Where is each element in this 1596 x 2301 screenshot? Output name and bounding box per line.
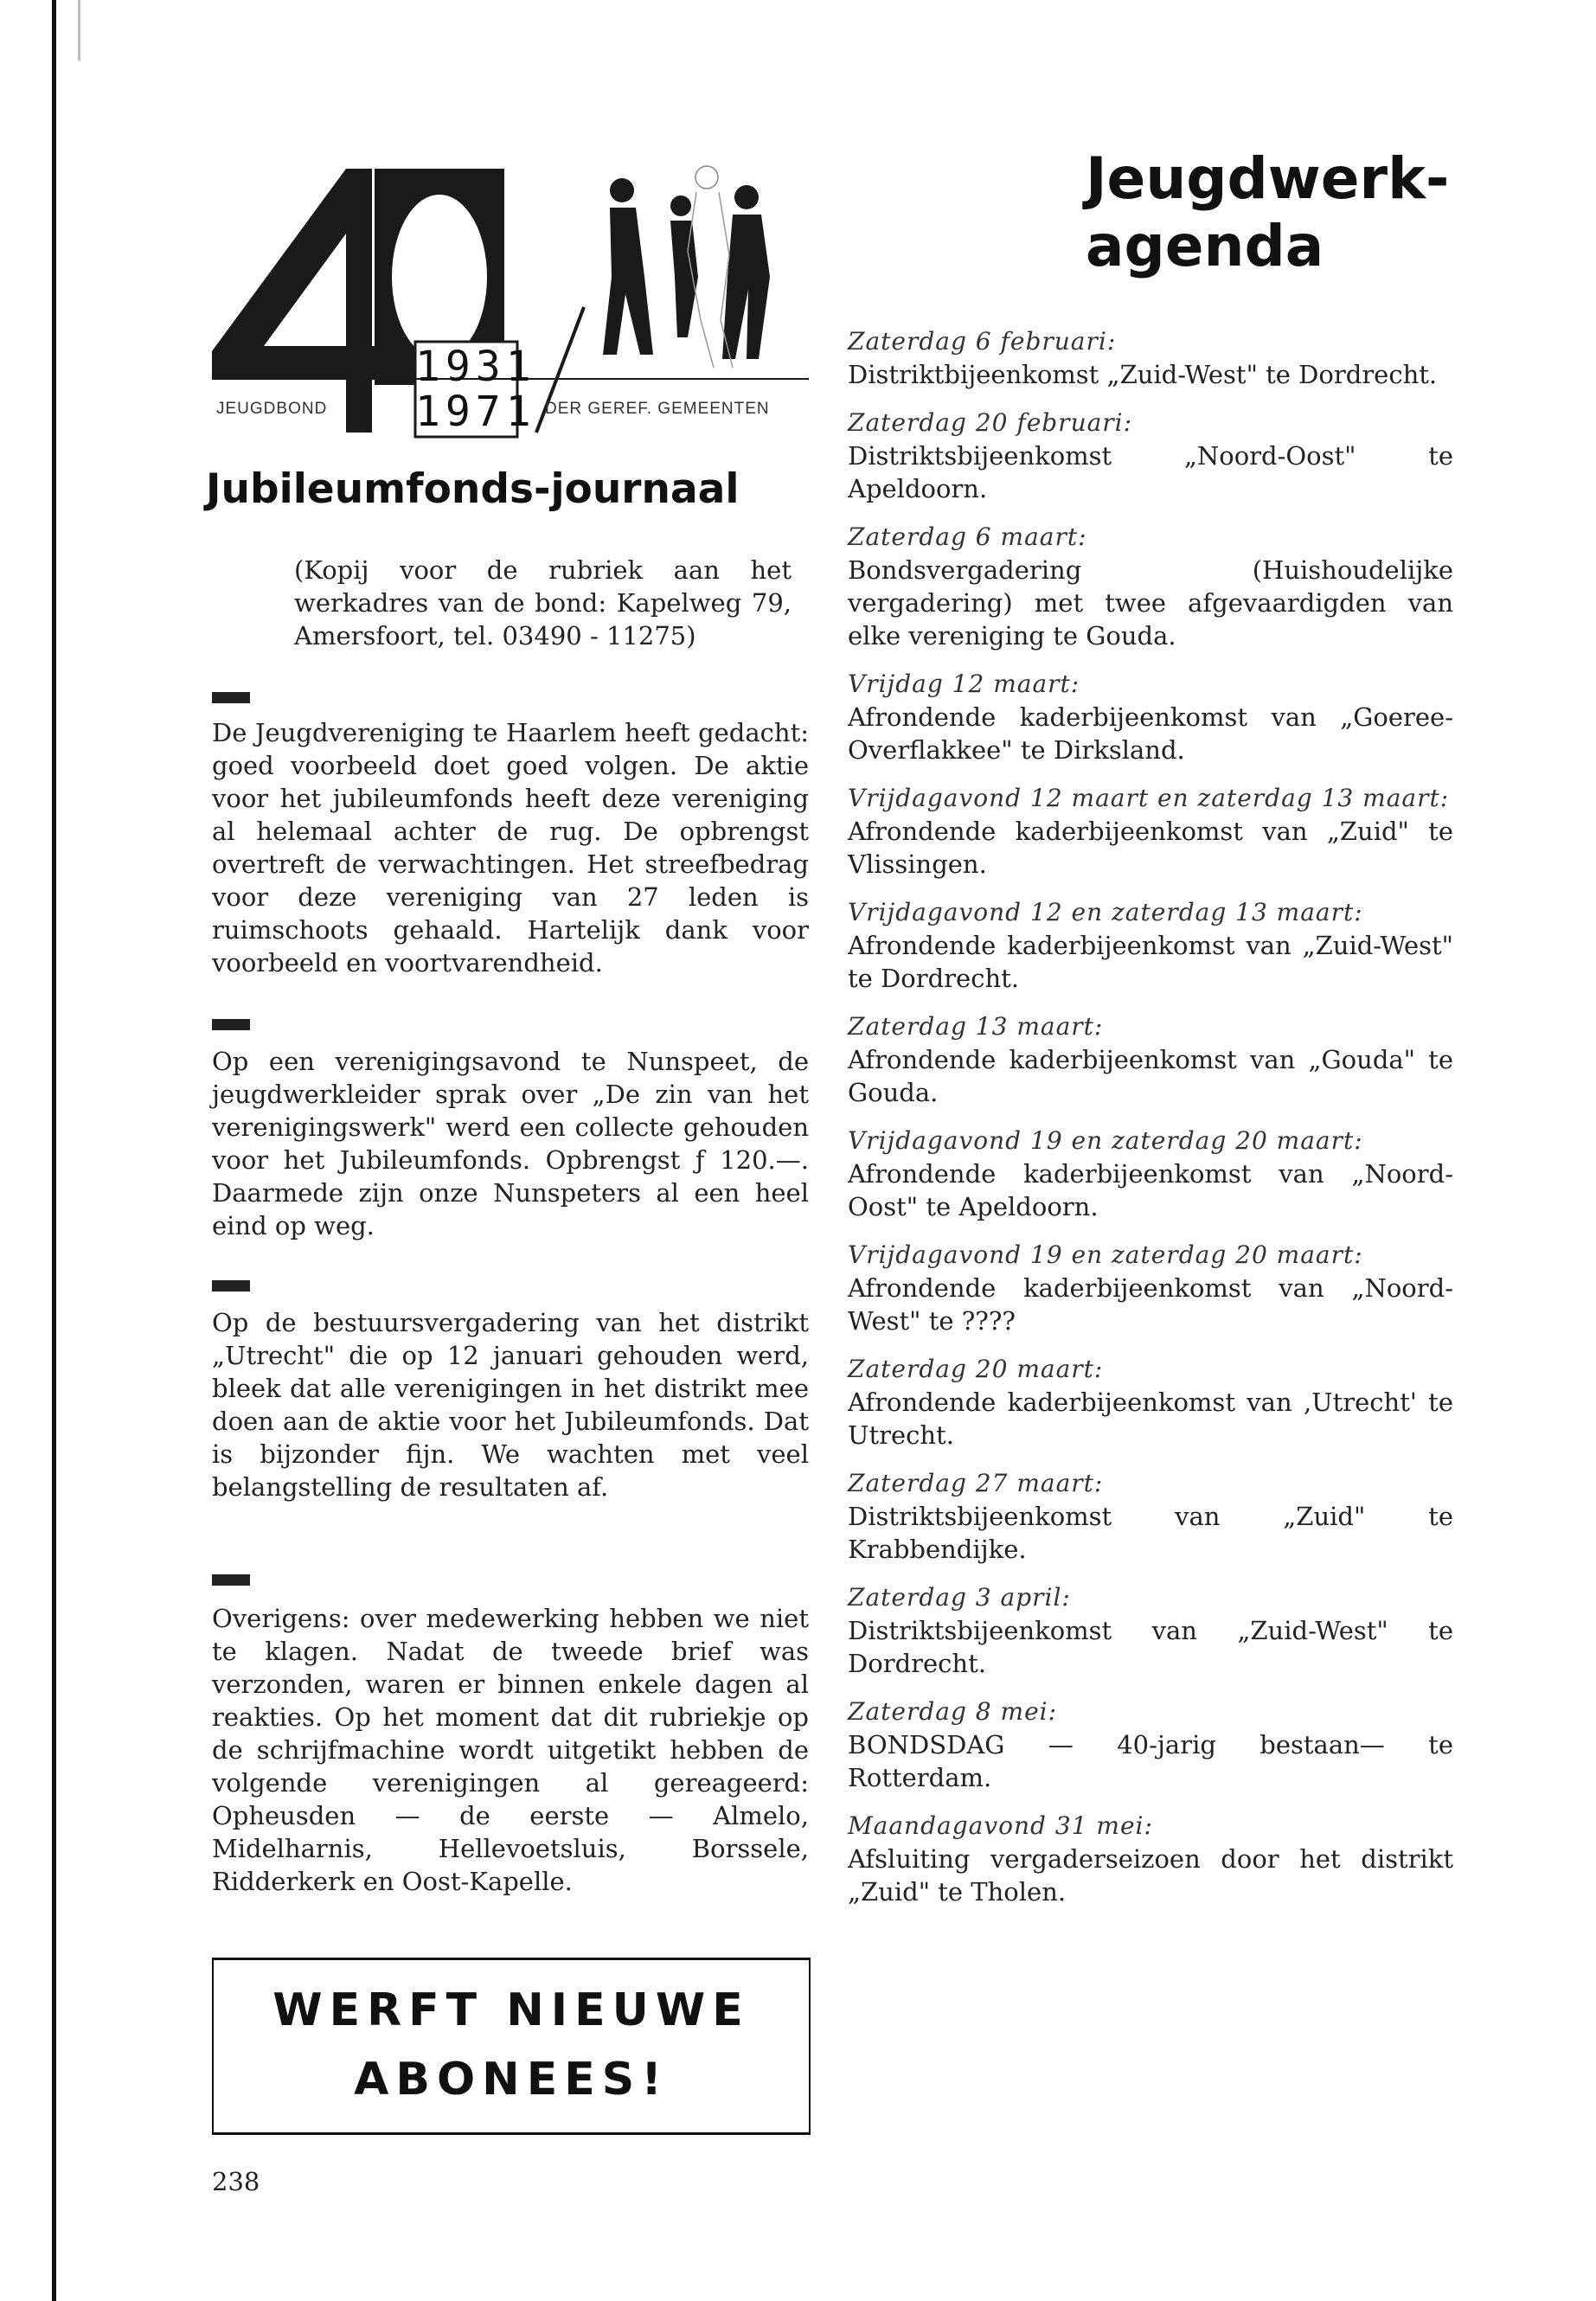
agenda-item (848, 782, 1453, 881)
agenda-item (848, 1353, 1453, 1452)
agenda-date: Vrijdagavond 12 en zaterdag 13 maart: (848, 898, 1363, 926)
agenda-item (848, 896, 1453, 995)
agenda-title (1086, 145, 1449, 280)
agenda-item (848, 1695, 1453, 1794)
agenda-text: Afrondende kaderbijeenkomst van „Zuid-West" te Dordrecht. (848, 931, 1453, 993)
agenda-text: Bondsvergadering (Huishoudelijke vergadering) met twee afgevaardigden van elke vereniging te Gouda. (848, 555, 1453, 651)
agenda-item (848, 668, 1453, 766)
paragraph-marker (212, 1019, 250, 1030)
journal-paragraph-1: De Jeugdvereniging te Haarlem heeft gedacht: goed voorbeeld doet goed volgen. De aktie voor het jubileumfonds heeft deze vereniging al helemaal achter de rug. De opbrengst overtreft de verwachtingen. Het streefbedrag voor deze vereniging van 27 leden is ruimschoots gehaald. Hartelijk dank voor voorbeeld en voortvarendheid. (212, 718, 809, 977)
agenda-date: Zaterdag 6 maart: (848, 522, 1087, 551)
page-edge-top (78, 0, 80, 61)
agenda-item (848, 1125, 1453, 1223)
appeal-line-1: WERFT NIEUWE (272, 1984, 750, 2036)
agenda-text: Afrondende kaderbijeenkomst van „Noord-West" te ???? (848, 1273, 1453, 1336)
agenda-item (848, 407, 1453, 505)
agenda-date: Maandagavond 31 mei: (848, 1811, 1153, 1840)
agenda-list (848, 325, 1453, 1924)
page-number: 238 (212, 2167, 260, 2196)
agenda-text: Distriktbijeenkomst „Zuid-West" te Dordrecht. (848, 360, 1438, 389)
agenda-text: Distriktsbijeenkomst van „Zuid" te Krabbendijke. (848, 1502, 1453, 1564)
agenda-item (848, 521, 1453, 652)
agenda-item (848, 1581, 1453, 1680)
paragraph-marker (212, 692, 250, 703)
agenda-date: Vrijdagavond 19 en zaterdag 20 maart: (848, 1240, 1363, 1269)
agenda-text: Afrondende kaderbijeenkomst van „Zuid" te Vlissingen. (848, 817, 1453, 879)
agenda-text: Afrondende kaderbijeenkomst van „Noord-Oost" te Apeldoorn. (848, 1159, 1453, 1221)
agenda-date: Vrijdagavond 19 en zaterdag 20 maart: (848, 1126, 1363, 1155)
agenda-item (848, 1467, 1453, 1566)
agenda-date: Zaterdag 8 mei: (848, 1697, 1058, 1726)
agenda-date: Zaterdag 27 maart: (848, 1469, 1104, 1497)
agenda-text: Distriktsbijeenkomst „Noord-Oost" te Apeldoorn. (848, 441, 1453, 503)
agenda-date: Vrijdagavond 12 maart en zaterdag 13 maart: (848, 784, 1450, 812)
year-start: 1931 (415, 343, 536, 391)
agenda-text: BONDSDAG — 40-jarig bestaan— te Rotterdam. (848, 1730, 1453, 1792)
agenda-item (848, 1239, 1453, 1337)
agenda-title-line2: agenda (1086, 213, 1324, 279)
journal-intro: (Kopij voor de rubriek aan het werkadres van de bond: Kapelweg 79, Amersfoort, tel. 03490 - 11275) (294, 555, 792, 651)
agenda-date: Vrijdag 12 maart: (848, 670, 1080, 698)
paragraph-marker (212, 1574, 250, 1586)
logo-text-left: JEUGDBOND (216, 400, 328, 418)
journal-title: Jubileumfonds-journaal (206, 465, 740, 513)
agenda-item (848, 1010, 1453, 1109)
agenda-text: Distriktsbijeenkomst van „Zuid-West" te Dordrecht. (848, 1616, 1453, 1678)
agenda-item (848, 1810, 1453, 1908)
journal-paragraph-4: Overigens: over medewerking hebben we niet te klagen. Nadat de tweede brief was verzonden, waren er binnen enkele dagen al reakties. Op het moment dat dit rubriekje op de schrijfmachine wordt uitgetikt hebben de volgende verenigingen al gereageerd: Opheusden — de eerste — Almelo, Midelharnis, Hellevoetsluis, Borssele, Ridderkerk en Oost-Kapelle. (212, 1604, 809, 1896)
agenda-date: Zaterdag 20 maart: (848, 1355, 1104, 1383)
subscription-appeal-box (212, 1958, 811, 2135)
youth-figures-illustration (603, 166, 770, 368)
agenda-date: Zaterdag 13 maart: (848, 1012, 1104, 1041)
journal-paragraph-2: Op een verenigingsavond te Nunspeet, de jeugdwerkleider sprak over „De zin van het verenigingswerk" werd een collecte gehouden voor het Jubileumfonds. Opbrengst ƒ 120.—. Daarmede zijn onze Nunspeters al een heel eind op weg. (212, 1047, 809, 1240)
logo-text-right: DER GEREF. GEMEENTEN (545, 400, 770, 418)
appeal-line-2: ABONEES! (354, 2054, 669, 2106)
agenda-text: Afrondende kaderbijeenkomst van ,Utrecht' te Utrecht. (848, 1388, 1453, 1450)
agenda-date: Zaterdag 3 april: (848, 1583, 1071, 1612)
agenda-text: Afsluiting vergaderseizoen door het distrikt „Zuid" te Tholen. (848, 1844, 1453, 1907)
journal-paragraph-3: Op de bestuursvergadering van het distrikt „Utrecht" die op 12 januari gehouden werd, bleek dat alle verenigingen in het distrikt mee doen aan de aktie voor het Jubileumfonds. Dat is bijzonder fijn. We wachten met veel belangstelling de resultaten af. (212, 1308, 809, 1502)
page-edge (52, 0, 56, 2301)
agenda-item (848, 325, 1453, 391)
agenda-text: Afrondende kaderbijeenkomst van „Gouda" te Gouda. (848, 1045, 1453, 1107)
paragraph-marker (212, 1280, 250, 1292)
agenda-title-line1: Jeugdwerk- (1086, 145, 1450, 212)
agenda-date: Zaterdag 20 februari: (848, 408, 1133, 437)
logo-years (415, 343, 536, 436)
agenda-date: Zaterdag 6 februari: (848, 327, 1117, 356)
number-zero-counter (392, 195, 487, 359)
jubilee-logo (203, 147, 817, 441)
year-end: 1971 (415, 388, 536, 436)
agenda-text: Afrondende kaderbijeenkomst van „Goeree-Overflakkee" te Dirksland. (848, 702, 1453, 765)
